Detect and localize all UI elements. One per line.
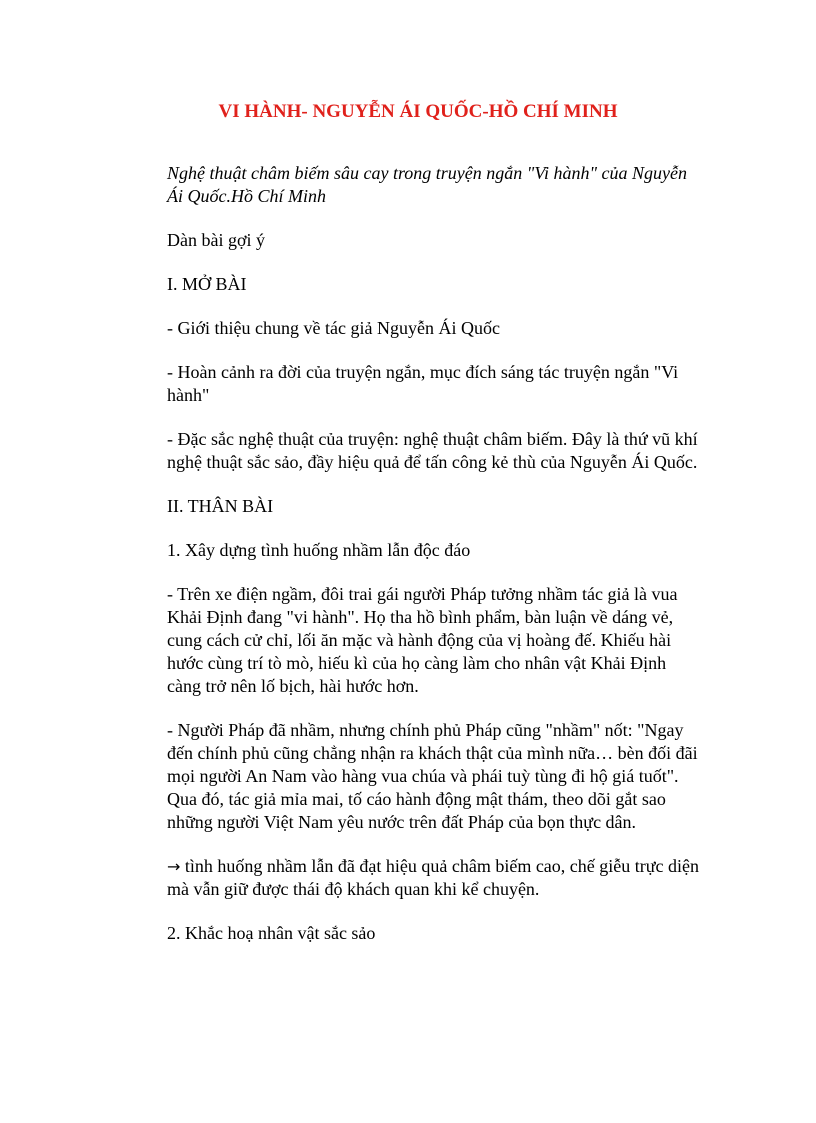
subsection-heading: 1. Xây dựng tình huống nhầm lẫn độc đáo [167, 540, 471, 560]
conclusion-paragraph [167, 855, 699, 901]
body-point: - Trên xe điện ngầm, đôi trai gái người Pháp tưởng nhầm tác giả là vua Khải Định đang "vi hành". Họ tha hồ bình phẩm, bàn luận về dáng vẻ, cung cách cử chỉ, lối ăn mặc và hành động của vị hoàng đế. Khiếu hài hước cùng trí tò mò, hiếu kì của họ càng làm cho nhân vật Khải Định càng trở nên lố bịch, hài hước hơn. [167, 584, 678, 696]
section-heading-body: II. THÂN BÀI [167, 496, 274, 516]
arrow-right-icon: → [167, 857, 181, 876]
section-heading-intro: I. MỞ BÀI [167, 274, 247, 294]
intro-point: - Hoàn cảnh ra đời của truyện ngắn, mục đích sáng tác truyện ngắn "Vi hành" [167, 362, 679, 405]
subsection-heading: 2. Khắc hoạ nhân vật sắc sảo [167, 923, 376, 943]
document-subtitle: Nghệ thuật châm biếm sâu cay trong truyện ngắn "Vi hành" của Nguyễn Ái Quốc.Hồ Chí Minh [167, 163, 688, 206]
document-title: VI HÀNH- NGUYỄN ÁI QUỐC-HỒ CHÍ MINH [218, 101, 618, 122]
intro-point: - Giới thiệu chung về tác giả Nguyễn Ái Quốc [167, 318, 500, 338]
body-point: - Người Pháp đã nhầm, nhưng chính phủ Pháp cũng "nhầm" nốt: "Ngay đến chính phủ cũng chẳng nhận ra khách thật của mình nữa… bèn đối đãi mọi người An Nam vào hàng vua chúa và phái tuỳ tùng đi hộ giá tuốt". Qua đó, tác giả mỉa mai, tố cáo hành động mật thám, theo dõi gắt sao những người Việt Nam yêu nước trên đất Pháp của bọn thực dân. [167, 720, 698, 832]
intro-point: - Đặc sắc nghệ thuật của truyện: nghệ thuật châm biếm. Đây là thứ vũ khí nghệ thuật sắc sảo, đầy hiệu quả để tấn công kẻ thù của Nguyễn Ái Quốc. [167, 429, 698, 472]
outline-label: Dàn bài gợi ý [167, 230, 265, 250]
conclusion-text: tình huống nhầm lẫn đã đạt hiệu quả châm biếm cao, chế giễu trực diện mà vẫn giữ được thái độ khách quan khi kể chuyện. [167, 856, 699, 899]
document-content [167, 100, 699, 966]
